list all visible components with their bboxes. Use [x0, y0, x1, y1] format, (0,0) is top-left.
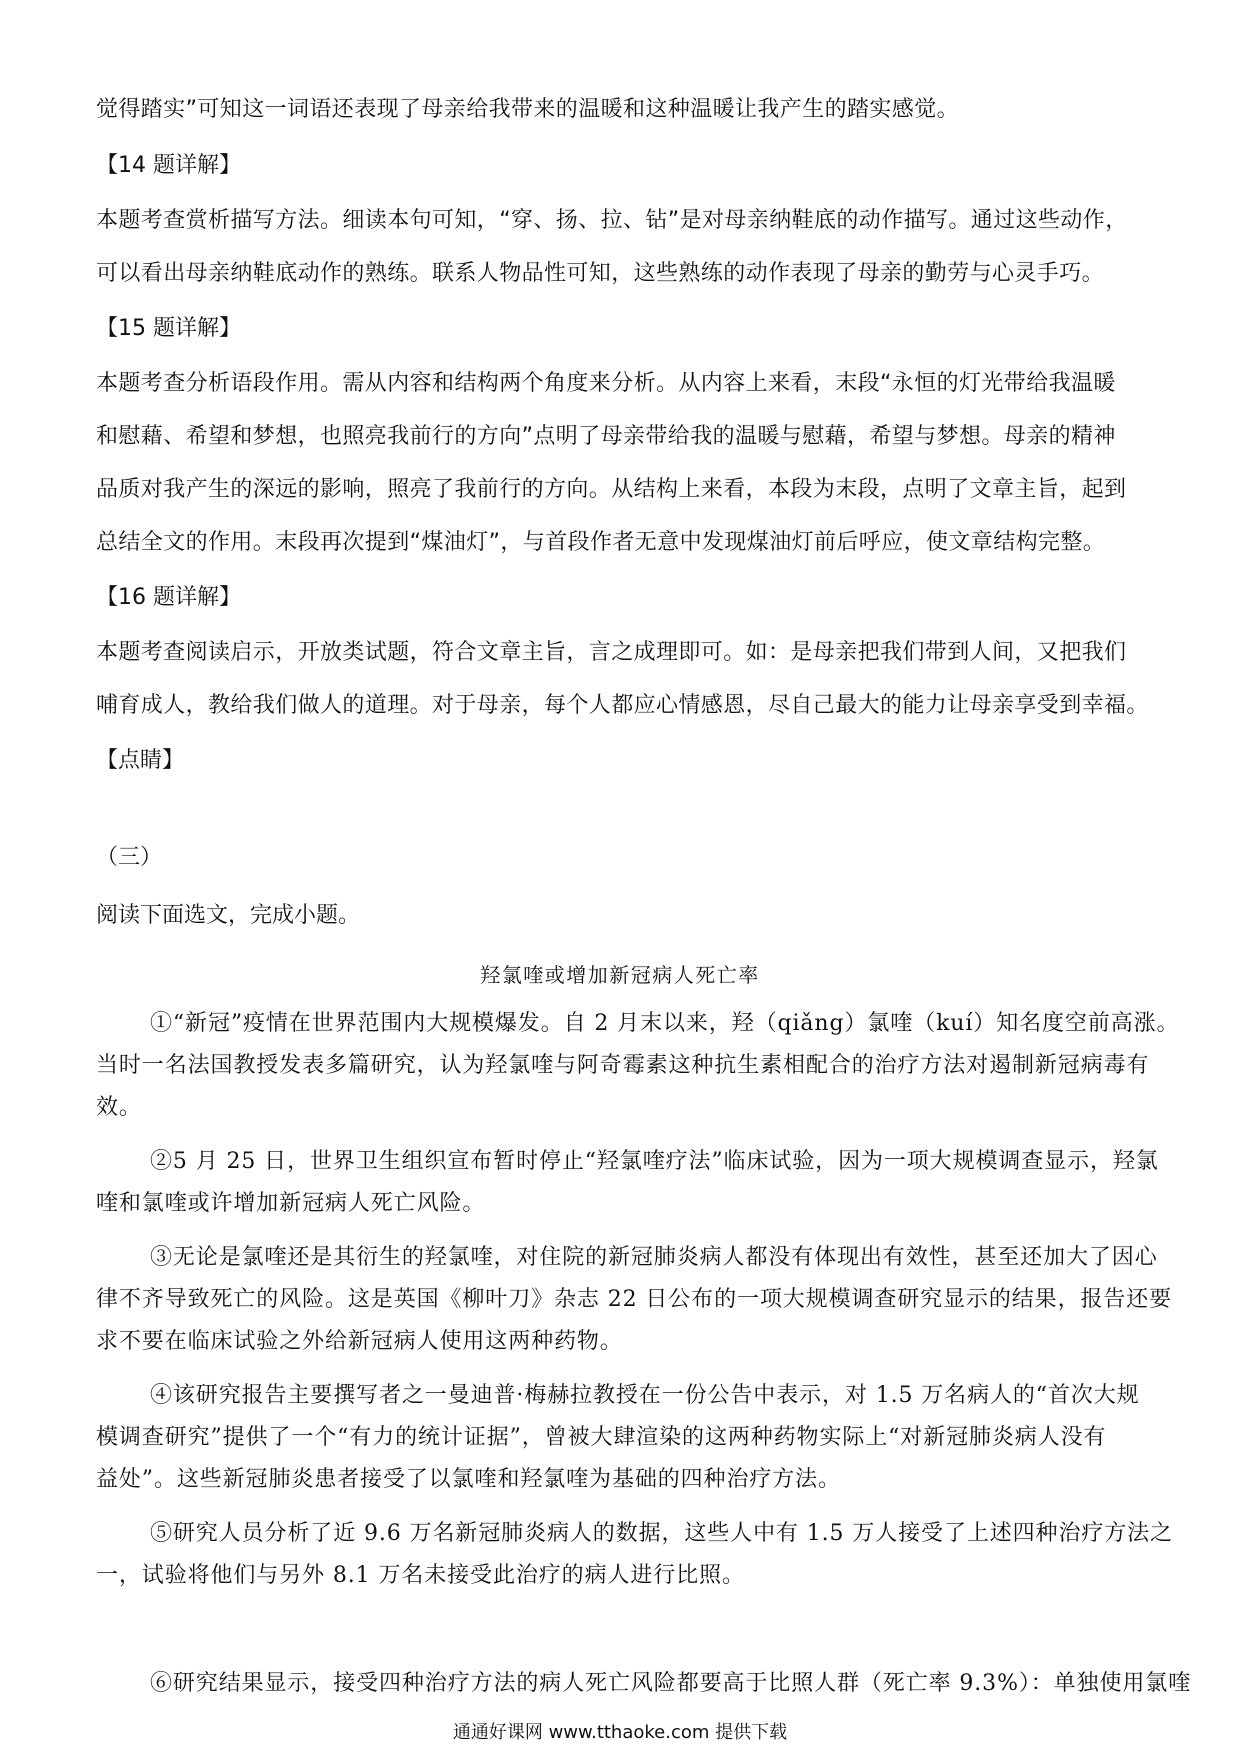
article-line: ⑥研究结果显示，接受四种治疗方法的病人死亡风险都要高于比照人群（死亡率 9.3%）：单独使用氯喹	[150, 1671, 1192, 1696]
q15-heading: 【15 题详解】	[96, 316, 241, 341]
article-line: 一，试验将他们与另外 8.1 万名未接受此治疗的病人进行比照。	[96, 1563, 745, 1588]
article-line: ③无论是氯喹还是其衍生的羟氯喹，对住院的新冠肺炎病人都没有体现出有效性，甚至还加大了因心	[150, 1245, 1158, 1270]
article-line: 喹和氯喹或许增加新冠病人死亡风险。	[96, 1191, 486, 1216]
answer-line: 可以看出母亲纳鞋底动作的熟练。联系人物品性可知，这些熟练的动作表现了母亲的勤劳与心灵手巧。	[96, 261, 1105, 286]
section-number: （三）	[96, 845, 163, 870]
answer-line: 品质对我产生的深远的影响，照亮了我前行的方向。从结构上来看，本段为末段，点明了文章主旨，起到	[96, 477, 1127, 502]
q16-heading: 【16 题详解】	[96, 585, 241, 610]
article-line: ④该研究报告主要撰写者之一曼迪普·梅赫拉教授在一份公告中表示，对 1.5 万名病人的“首次大规	[150, 1383, 1140, 1408]
article-line: 当时一名法国教授发表多篇研究，认为羟氯喹与阿奇霉素这种抗生素相配合的治疗方法对遏制新冠病毒有	[96, 1053, 1150, 1078]
answer-line: 觉得踏实”可知这一词语还表现了母亲给我带来的温暖和这种温暖让我产生的踏实感觉。	[96, 97, 960, 122]
answer-line: 本题考查阅读启示，开放类试题，符合文章主旨，言之成理即可。如：是母亲把我们带到人间，又把我们	[96, 640, 1127, 665]
page-footer: 通通好课网 www.tthaoke.com 提供下载	[452, 1722, 788, 1743]
article-line: ②5 月 25 日，世界卫生组织宣布暂时停止“羟氯喹疗法”临床试验，因为一项大规模调查显示，羟氯	[150, 1149, 1159, 1174]
article-title: 羟氯喹或增加新冠病人死亡率	[480, 963, 760, 987]
article-line: 效。	[96, 1095, 142, 1120]
instruction-text: 阅读下面选文，完成小题。	[96, 903, 361, 928]
article-line: 求不要在临床试验之外给新冠病人使用这两种药物。	[96, 1329, 623, 1354]
article-line: ①“新冠”疫情在世界范围内大规模爆发。自 2 月末以来，羟（qiǎng）氯喹（kuí）知名度空前高涨。	[150, 1011, 1180, 1036]
answer-line: 和慰藉、希望和梦想，也照亮我前行的方向”点明了母亲带给我的温暖与慰藉，希望与梦想。母亲的精神	[96, 424, 1116, 449]
article-line: 模调查研究”提供了一个“有力的统计证据”，曾被大肆渲染的这两种药物实际上“对新冠肺炎病人没有	[96, 1425, 1107, 1450]
answer-line: 哺育成人，教给我们做人的道理。对于母亲，每个人都应心情感恩，尽自己最大的能力让母亲享受到幸福。	[96, 693, 1149, 718]
answer-line: 总结全文的作用。末段再次提到“煤油灯”，与首段作者无意中发现煤油灯前后呼应，使文章结构完整。	[96, 530, 1106, 555]
dianjing-heading: 【点睛】	[96, 748, 185, 773]
answer-line: 本题考查分析语段作用。需从内容和结构两个角度来分析。从内容上来看，末段“永恒的灯光带给我温暖	[96, 371, 1116, 396]
answer-line: 本题考查赏析描写方法。细读本句可知，“穿、扬、拉、钻”是对母亲纳鞋底的动作描写。通过这些动作，	[96, 208, 1128, 233]
article-line: 律不齐导致死亡的风险。这是英国《柳叶刀》杂志 22 日公布的一项大规模调查研究显示的结果，报告还要	[96, 1287, 1173, 1312]
q14-heading: 【14 题详解】	[96, 153, 241, 178]
article-line: ⑤研究人员分析了近 9.6 万名新冠肺炎病人的数据，这些人中有 1.5 万人接受了上述四种治疗方法之	[150, 1521, 1173, 1546]
article-line: 益处”。这些新冠肺炎患者接受了以氯喹和羟氯喹为基础的四种治疗方法。	[96, 1467, 841, 1492]
